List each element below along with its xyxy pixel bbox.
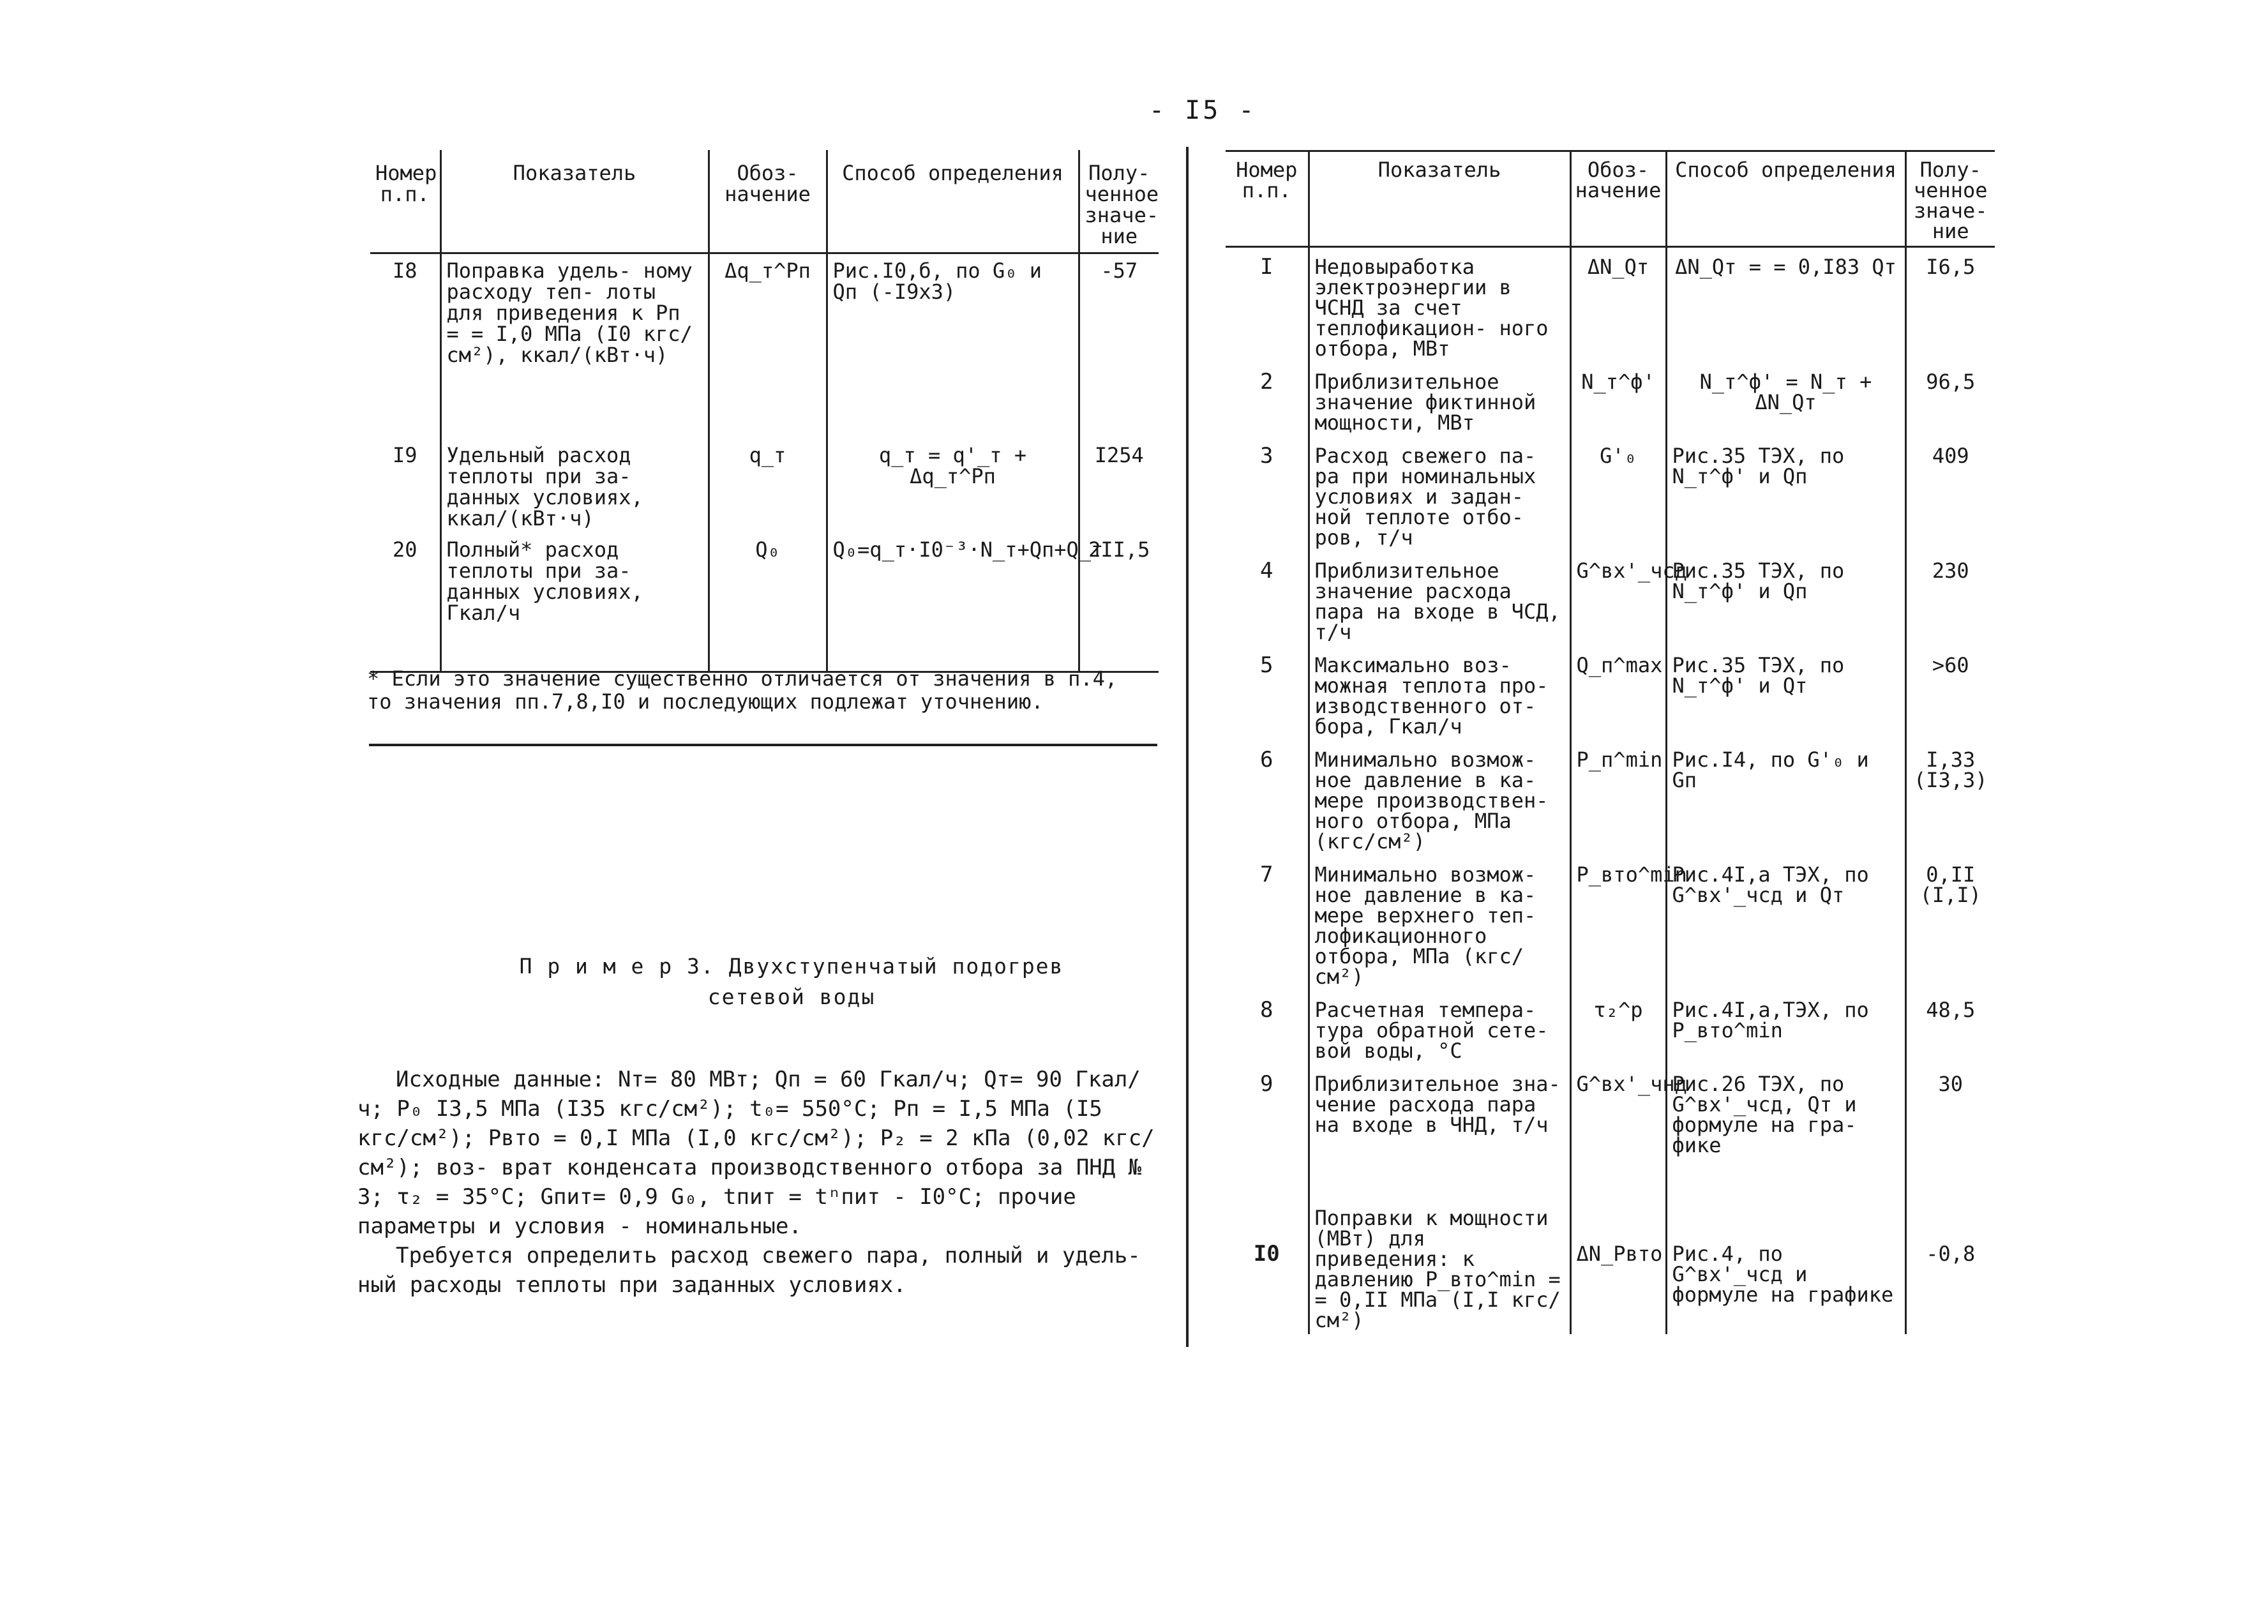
row-symbol: τ₂^р xyxy=(1570,991,1666,1065)
right-header-symbol: Обоз- начение xyxy=(1570,151,1666,247)
row-number: I8 xyxy=(370,253,440,439)
row-number: I xyxy=(1226,247,1309,363)
row-method: Рис.4I,а,ТЭХ, по P_вто^min xyxy=(1666,991,1905,1065)
row-number: 8 xyxy=(1226,991,1309,1065)
table-row xyxy=(1226,991,1995,1065)
row-number: 6 xyxy=(1226,741,1309,855)
row-value: 30 xyxy=(1905,1065,1995,1199)
row-indicator: Максимально воз- можная теплота про- изводственного от- бора, Гкал/ч xyxy=(1309,646,1570,741)
row-value: -0,8 xyxy=(1905,1199,1995,1334)
example-title-line1: П р и м е р 3. Двухступенчатый подогрев xyxy=(519,954,1064,979)
example-title xyxy=(504,951,1079,1012)
left-header-number: Номер п.п. xyxy=(370,150,440,253)
row-method: N_т^ф' = N_т + ΔN_Qт xyxy=(1666,363,1905,437)
row-symbol: G'₀ xyxy=(1570,437,1666,552)
row-indicator: Расчетная темпера- тура обратной сете- вой воды, °С xyxy=(1309,991,1570,1065)
row-symbol: ΔN_Pвто xyxy=(1570,1199,1666,1334)
row-symbol: G^вх'_чсд xyxy=(1570,552,1666,646)
row-method: Рис.26 ТЭХ, по G^вх'_чсд, Qт и формуле на гра- фике xyxy=(1666,1065,1905,1199)
row-symbol: G^вх'_чнд xyxy=(1570,1065,1666,1199)
row-symbol: Q₀ xyxy=(709,533,827,672)
row-indicator: Поправка удель- ному расходу теп- лоты для приведения к Pп = = I,0 МПа (I0 кгс/см²), ккал/(кВт·ч) xyxy=(440,253,709,439)
row-symbol: Δq_т^Pп xyxy=(709,253,827,439)
row-value: I254 xyxy=(1079,439,1159,533)
right-header-value: Полу- ченное значе- ние xyxy=(1905,151,1995,247)
row-number: 9 xyxy=(1226,1065,1309,1199)
row-value: 409 xyxy=(1905,437,1995,552)
right-header-indicator: Показатель xyxy=(1309,151,1570,247)
row-number: 3 xyxy=(1226,437,1309,552)
row-number: 7 xyxy=(1226,855,1309,991)
row-indicator: Расход свежего па- ра при номинальных условиях и задан- ной теплоте отбо- ров, т/ч xyxy=(1309,437,1570,552)
row-symbol: ΔN_Qт xyxy=(1570,247,1666,363)
table-row xyxy=(1226,552,1995,646)
column-divider xyxy=(1186,147,1189,1347)
row-number: 20 xyxy=(370,533,440,672)
left-header-indicator: Показатель xyxy=(440,150,709,253)
row-method: Q₀=q_т·I0⁻³·N_т+Qп+Q_т xyxy=(827,533,1079,672)
row-value: 48,5 xyxy=(1905,991,1995,1065)
row-method: Рис.35 ТЭХ, по N_т^ф' и Qп xyxy=(1666,437,1905,552)
table-row xyxy=(1226,1199,1995,1334)
example-paragraph: Требуется определить расход свежего пара, полный и удель- ный расходы теплоты при заданных условиях. xyxy=(357,1243,1141,1298)
row-number: 4 xyxy=(1226,552,1309,646)
page-number: - I5 - xyxy=(1149,96,1257,125)
table-row xyxy=(1226,437,1995,552)
table-row xyxy=(1226,363,1995,437)
row-number: 2 xyxy=(1226,363,1309,437)
row-indicator: Минимально возмож- ное давление в ка- мере верхнего теп- лофикационного отбора, МПа (кгс/см²) xyxy=(1309,855,1570,991)
row-symbol: Q_п^max xyxy=(1570,646,1666,741)
row-method: Рис.I4, по G'₀ и Gп xyxy=(1666,741,1905,855)
left-header-value: Полу- ченное значе- ние xyxy=(1079,150,1159,253)
example-body xyxy=(357,1065,1162,1300)
row-method: Рис.I0,б, по G₀ и Qп (-I9х3) xyxy=(827,253,1079,439)
divider xyxy=(369,744,1157,746)
row-symbol: q_т xyxy=(709,439,827,533)
left-header-symbol: Обоз- начение xyxy=(709,150,827,253)
row-method: Рис.35 ТЭХ, по N_т^ф' и Qп xyxy=(1666,552,1905,646)
row-value: 2II,5 xyxy=(1079,533,1159,672)
row-indicator: Недовыработка электроэнергии в ЧСНД за счет теплофикацион- ного отбора, МВт xyxy=(1309,247,1570,363)
row-number: I0 xyxy=(1226,1199,1309,1334)
row-indicator: Минимально возмож- ное давление в ка- мере производствен- ного отбора, МПа (кгс/см²) xyxy=(1309,741,1570,855)
row-symbol: P_вто^min xyxy=(1570,855,1666,991)
row-method: Рис.4I,а ТЭХ, по G^вх'_чсд и Qт xyxy=(1666,855,1905,991)
row-method: ΔN_Qт = = 0,I83 Qт xyxy=(1666,247,1905,363)
table-row xyxy=(370,533,1159,672)
row-symbol: N_т^ф' xyxy=(1570,363,1666,437)
table-row xyxy=(1226,247,1995,363)
table-row xyxy=(1226,646,1995,741)
table-row xyxy=(1226,855,1995,991)
footnote: * Если это значение существенно отличается от значения в п.4, то значения пп.7,8,I0 и последующих подлежат уточнению. xyxy=(367,666,1118,714)
row-symbol: P_п^min xyxy=(1570,741,1666,855)
right-table xyxy=(1226,150,1995,1334)
right-header-number: Номер п.п. xyxy=(1226,151,1309,247)
table-row xyxy=(370,253,1159,439)
row-number: I9 xyxy=(370,439,440,533)
row-value: I6,5 xyxy=(1905,247,1995,363)
row-method: q_т = q'_т + Δq_т^Pп xyxy=(827,439,1079,533)
row-value: 96,5 xyxy=(1905,363,1995,437)
row-indicator: Поправки к мощности (МВт) для приведения: к давлению P_вто^min = = 0,II МПа (I,I кгс/см²) xyxy=(1309,1199,1570,1334)
row-value: -57 xyxy=(1079,253,1159,439)
row-value: 0,II (I,I) xyxy=(1905,855,1995,991)
row-indicator: Приблизительное значение фиктинной мощности, МВт xyxy=(1309,363,1570,437)
left-table xyxy=(370,150,1159,673)
table-row xyxy=(370,439,1159,533)
row-value: I,33 (I3,3) xyxy=(1905,741,1995,855)
row-value: 230 xyxy=(1905,552,1995,646)
row-indicator: Удельный расход теплоты при за- данных условиях, ккал/(кВт·ч) xyxy=(440,439,709,533)
table-row xyxy=(1226,741,1995,855)
right-header-method: Способ определения xyxy=(1666,151,1905,247)
row-method: Рис.4, по G^вх'_чсд и формуле на графике xyxy=(1666,1199,1905,1334)
row-indicator: Приблизительное значение расхода пара на входе в ЧСД, т/ч xyxy=(1309,552,1570,646)
row-method: Рис.35 ТЭХ, по N_т^ф' и Qт xyxy=(1666,646,1905,741)
row-indicator: Полный* расход теплоты при за- данных условиях, Гкал/ч xyxy=(440,533,709,672)
row-number: 5 xyxy=(1226,646,1309,741)
table-row xyxy=(1226,1065,1995,1199)
example-paragraph: Исходные данные: Nт= 80 МВт; Qп = 60 Гкал/ч; Qт= 90 Гкал/ч; P₀ I3,5 МПа (I35 кгс/см²); t₀= 550°С; Pп = I,5 МПа (I5 кгс/см²); Pвто = 0,I МПа (I,0 кгс/см²); P₂ = 2 кПа (0,02 кгс/см²); воз- врат конденсата производственного отбора за ПНД № 3; τ₂ = 35°С; Gпит= 0,9 G₀, tпит = tⁿпит - I0°С; прочие параметры и условия - номинальные. xyxy=(357,1067,1155,1239)
example-title-line2: сетевой воды xyxy=(707,984,876,1009)
row-value: >60 xyxy=(1905,646,1995,741)
left-header-method: Способ определения xyxy=(827,150,1079,253)
row-indicator: Приблизительное зна- чение расхода пара на входе в ЧНД, т/ч xyxy=(1309,1065,1570,1199)
